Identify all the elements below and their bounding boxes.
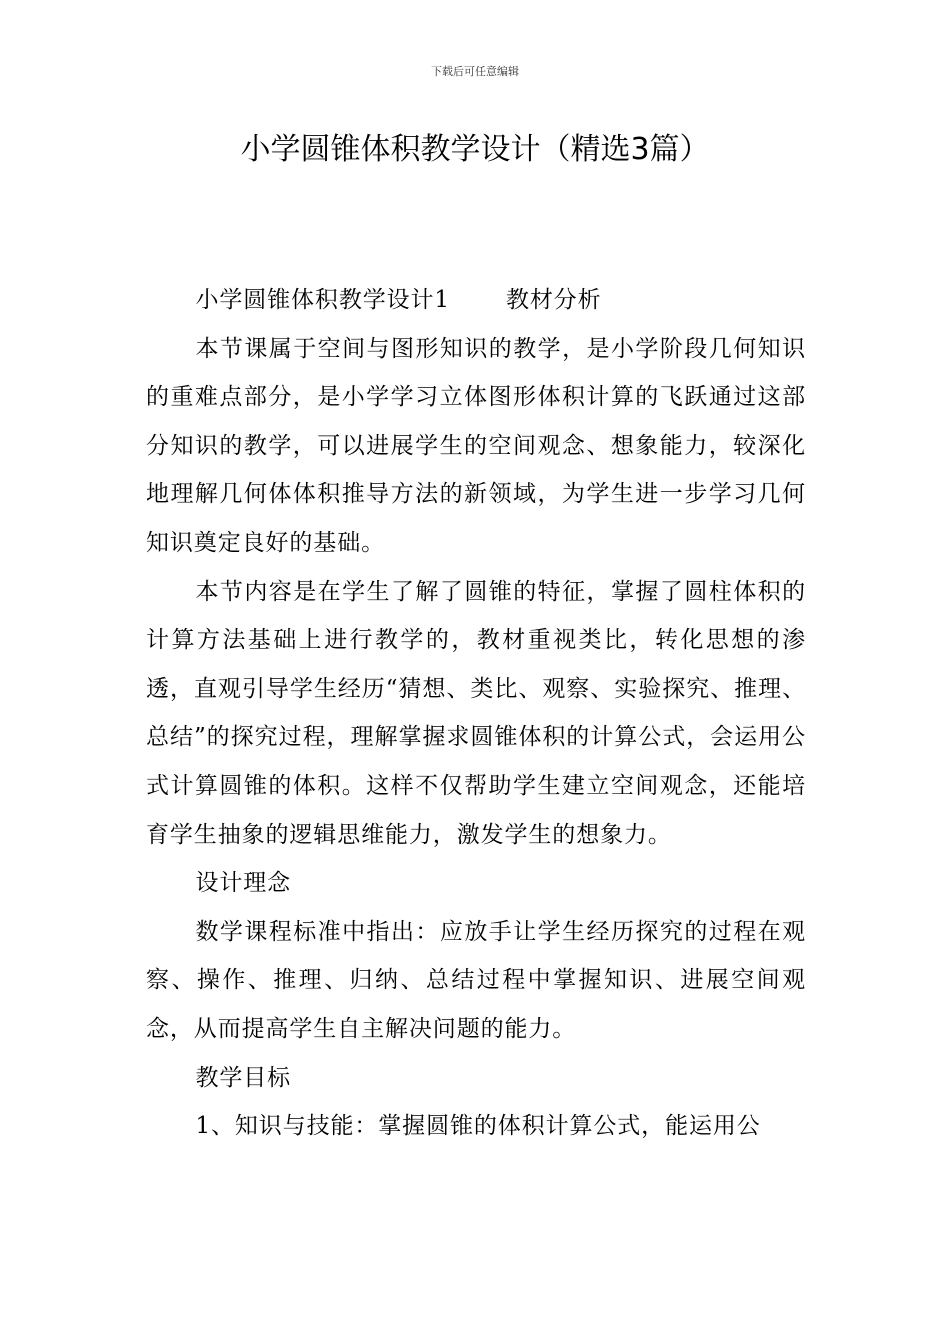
paragraph-textbook-analysis-2: 本节内容是在学生了解了圆锥的特征，掌握了圆柱体积的计算方法基础上进行教学的，教材重视类比，转化思想的渗透，直观引导学生经历“猜想、类比、观察、实验探究、推理、总结”的探究过程，理解掌握求圆锥体积的计算公式，会运用公式计算圆锥的体积。这样不仅帮助学生建立空间观念，还能培育学生抽象的逻辑思维能力，激发学生的想象力。	[146, 578, 806, 848]
document-title: 小学圆锥体积教学设计（精选3篇）	[240, 132, 710, 167]
goal-item-1: 1、知识与技能：掌握圆锥的体积计算公式，能运用公	[195, 1113, 761, 1140]
paragraph-design-concept: 数学课程标准中指出：应放手让学生经历探究的过程在观察、操作、推理、归纳、总结过程中掌握知识、进展空间观念，从而提高学生自主解决问题的能力。	[146, 918, 806, 1042]
document-body	[146, 276, 806, 1151]
heading-design-concept: 设计理念	[195, 870, 292, 897]
section-title: 小学圆锥体积教学设计1	[195, 287, 450, 313]
section-subtitle: 教材分析	[505, 287, 602, 313]
paragraph-textbook-analysis-1: 本节课属于空间与图形知识的教学，是小学阶段几何知识的重难点部分，是小学学习立体图形体积计算的飞跃通过这部分知识的教学，可以进展学生的空间观念、想象能力，较深化地理解几何体体积推导方法的新领域，为学生进一步学习几何知识奠定良好的基础。	[146, 335, 806, 556]
page-header-note: 下载后可任意编辑	[431, 65, 519, 78]
section-heading-line	[146, 276, 806, 325]
heading-teaching-goals: 教学目标	[195, 1064, 292, 1091]
